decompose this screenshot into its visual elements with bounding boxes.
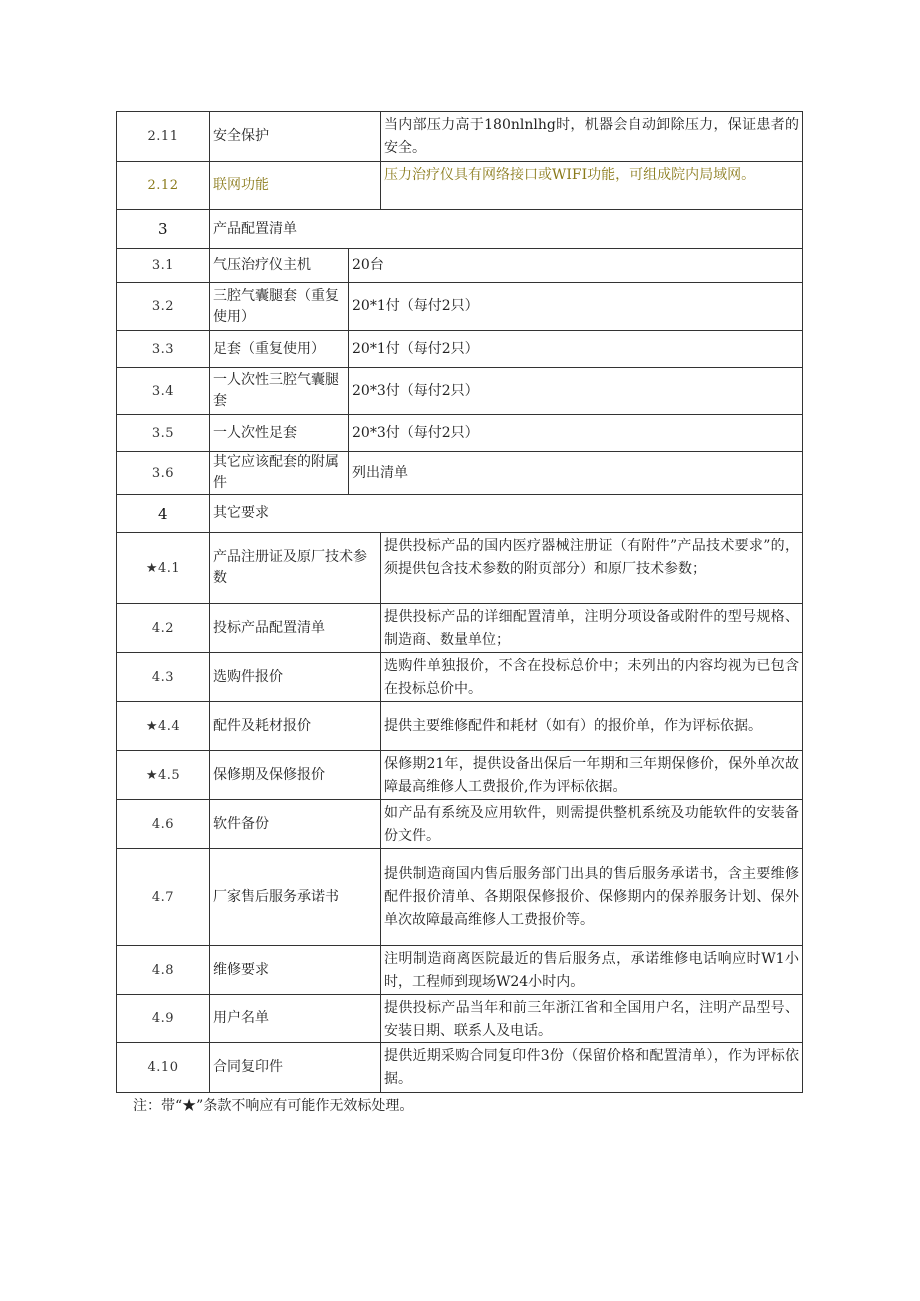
item-name-text: 气压治疗仪主机 bbox=[213, 257, 311, 273]
item-description-text: 列出清单 bbox=[352, 464, 408, 481]
item-description-text: 20*1付（每付2只） bbox=[352, 298, 479, 314]
row-number bbox=[116, 209, 210, 249]
item-description bbox=[348, 282, 803, 331]
row-number-text: ★4.5 bbox=[145, 767, 181, 783]
item-description-text: 提供投标产品的详细配置清单，注明分项设备或附件的型号规格、制造商、数量单位； bbox=[384, 609, 799, 648]
row-number-text: 3.2 bbox=[151, 299, 175, 314]
item-description bbox=[380, 1042, 803, 1093]
row-number-text: 4.2 bbox=[151, 620, 175, 636]
item-description bbox=[380, 994, 803, 1043]
item-description bbox=[348, 414, 803, 452]
item-description-text: 20台 bbox=[352, 257, 384, 273]
row-number-text: 4.8 bbox=[151, 962, 175, 978]
row-number-text: ★4.4 bbox=[145, 718, 181, 734]
row-number-text: 4.10 bbox=[147, 1060, 179, 1075]
item-description bbox=[380, 161, 803, 210]
item-name bbox=[209, 451, 349, 495]
item-name-text: 维修要求 bbox=[213, 961, 269, 978]
row-number bbox=[116, 1042, 210, 1093]
item-description bbox=[348, 330, 803, 368]
row-number bbox=[116, 701, 210, 751]
item-name-text: 合同复印件 bbox=[213, 1059, 283, 1075]
row-number bbox=[116, 451, 210, 495]
section-title bbox=[209, 494, 803, 533]
row-number bbox=[116, 532, 210, 604]
row-number bbox=[116, 750, 210, 800]
row-number bbox=[116, 161, 210, 210]
item-description bbox=[380, 750, 803, 800]
row-number-text: ★4.1 bbox=[145, 560, 181, 576]
item-name-text: 配件及耗材报价 bbox=[213, 717, 311, 734]
row-number-text: 4.9 bbox=[151, 1011, 175, 1026]
item-description-text: 当内部压力高于180nlnlhg时，机器会自动卸除压力，保证患者的安全。 bbox=[384, 117, 799, 156]
item-description bbox=[380, 701, 803, 751]
row-number bbox=[116, 652, 210, 702]
item-description bbox=[348, 248, 803, 283]
row-number-text: 3 bbox=[157, 220, 169, 238]
item-description bbox=[348, 451, 803, 495]
item-description-text: 如产品有系统及应用软件，则需提供整机系统及功能软件的安装备份文件。 bbox=[384, 805, 799, 844]
row-number bbox=[116, 848, 210, 946]
item-name-text: 投标产品配置清单 bbox=[213, 619, 325, 636]
item-name bbox=[209, 248, 349, 283]
item-description-text: 提供制造商国内售后服务部门出具的售后服务承诺书，含主要维修配件报价清单、各期限保修报价、保修期内的保养服务计划、保外单次故障最高维修人工费报价等。 bbox=[384, 865, 799, 928]
item-description-text: 提供投标产品当年和前三年浙江省和全国用户名，注明产品型号、安装日期、联系人及电话。 bbox=[384, 1000, 799, 1039]
item-description bbox=[380, 652, 803, 702]
item-description-text: 20*1付（每付2只） bbox=[352, 340, 479, 357]
row-number bbox=[116, 603, 210, 653]
row-number bbox=[116, 945, 210, 995]
item-description-text: 注明制造商离医院最近的售后服务点，承诺维修电话响应时W1小时，工程师到现场W24小时内。 bbox=[384, 951, 799, 990]
section-title-text: 产品配置清单 bbox=[213, 220, 297, 237]
item-name bbox=[209, 367, 349, 415]
row-number-text: 4.6 bbox=[151, 816, 175, 832]
item-description bbox=[348, 367, 803, 415]
item-name-text: 一人次性三腔气囊腿套 bbox=[213, 372, 339, 409]
row-number bbox=[116, 282, 210, 331]
item-description bbox=[380, 848, 803, 946]
item-name-text: 选购件报价 bbox=[213, 668, 283, 685]
footnote: 注：带“★”条款不响应有可能作无效标处理。 bbox=[133, 1098, 414, 1114]
item-name bbox=[209, 111, 381, 162]
item-description-text: 选购件单独报价，不含在投标总价中；未列出的内容均视为已包含在投标总价中。 bbox=[384, 658, 799, 697]
item-name bbox=[209, 750, 381, 800]
item-name-text: 足套（重复使用） bbox=[213, 340, 325, 357]
row-number bbox=[116, 994, 210, 1043]
item-name-text: 产品注册证及原厂技术参数 bbox=[213, 549, 367, 586]
row-number-text: 3.5 bbox=[151, 425, 175, 441]
row-number-text: 3.4 bbox=[151, 383, 175, 399]
item-name bbox=[209, 994, 381, 1043]
row-number-text: 4 bbox=[157, 504, 169, 523]
item-description bbox=[380, 945, 803, 995]
item-description-text: 保修期21年，提供设备出保后一年期和三年期保修价，保外单次故障最高维修人工费报价,作为评标依据。 bbox=[384, 756, 799, 795]
item-description bbox=[380, 603, 803, 653]
row-number bbox=[116, 248, 210, 283]
item-name bbox=[209, 532, 381, 604]
item-name bbox=[209, 161, 381, 210]
item-name-text: 保修期及保修报价 bbox=[213, 766, 325, 783]
item-description-text: 20*3付（每付2只） bbox=[352, 424, 479, 441]
item-name-text: 其它应该配套的附属件 bbox=[213, 454, 339, 491]
item-name-text: 一人次性足套 bbox=[213, 424, 297, 441]
row-number-text: 2.12 bbox=[147, 178, 179, 193]
item-name-text: 联网功能 bbox=[213, 177, 269, 193]
item-name bbox=[209, 330, 349, 368]
row-number-text: 4.7 bbox=[151, 889, 175, 905]
item-name bbox=[209, 282, 349, 331]
row-number-text: 3.6 bbox=[151, 465, 175, 481]
row-number-text: 2.11 bbox=[147, 129, 179, 144]
row-number bbox=[116, 111, 210, 162]
item-name-text: 三腔气囊腿套（重复使用） bbox=[213, 287, 339, 325]
row-number-text: 3.1 bbox=[151, 258, 175, 273]
item-description bbox=[380, 799, 803, 849]
section-title-text: 其它要求 bbox=[213, 505, 269, 521]
item-name bbox=[209, 652, 381, 702]
row-number bbox=[116, 330, 210, 368]
row-number-text: 3.3 bbox=[151, 341, 175, 357]
item-description-text: 压力治疗仪具有网络接口或WIFI功能，可组成院内局域网。 bbox=[384, 167, 756, 183]
item-name bbox=[209, 848, 381, 946]
section-title bbox=[209, 209, 803, 249]
item-description-text: 提供主要维修配件和耗材（如有）的报价单，作为评标依据。 bbox=[384, 717, 762, 734]
item-name-text: 软件备份 bbox=[213, 815, 269, 832]
item-name bbox=[209, 603, 381, 653]
item-description-text: 提供投标产品的国内医疗器械注册证（有附件”产品技术要求”的，须提供包含技术参数的附页部分）和原厂技术参数； bbox=[384, 538, 799, 577]
item-name-text: 厂家售后服务承诺书 bbox=[213, 888, 339, 905]
item-description bbox=[380, 111, 803, 162]
item-name bbox=[209, 701, 381, 751]
row-number bbox=[116, 367, 210, 415]
item-name-text: 用户名单 bbox=[213, 1010, 269, 1026]
row-number-text: 4.3 bbox=[151, 669, 175, 685]
row-number bbox=[116, 494, 210, 533]
row-number bbox=[116, 414, 210, 452]
item-name bbox=[209, 1042, 381, 1093]
item-description bbox=[380, 532, 803, 604]
item-name bbox=[209, 799, 381, 849]
item-name bbox=[209, 945, 381, 995]
item-name bbox=[209, 414, 349, 452]
item-description-text: 提供近期采购合同复印件3份（保留价格和配置清单），作为评标依据。 bbox=[384, 1048, 799, 1087]
row-number bbox=[116, 799, 210, 849]
item-description-text: 20*3付（每付2只） bbox=[352, 382, 479, 399]
item-name-text: 安全保护 bbox=[213, 128, 269, 144]
